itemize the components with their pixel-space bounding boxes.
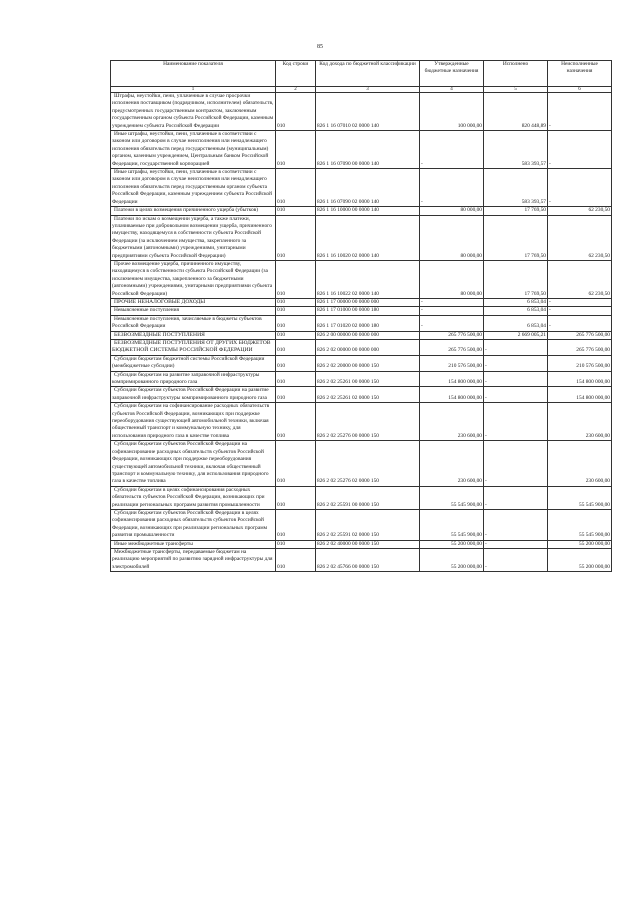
indicator-name: Иные межбюджетные трансферты — [111, 540, 276, 548]
indicator-name: Прочее возмещение ущерба, причиненного имуществу, находящемуся в собственности субъекта Российской Федерации (за исключением имущества, закрепленного за бюджетными (автономными) учреждениями, унитарными предприятиями субъекта Российской Федерации) — [111, 260, 276, 298]
row-code: 010 — [276, 307, 316, 315]
approved-amount: 55 200 000,00 — [420, 540, 484, 548]
executed-amount: - — [484, 540, 548, 548]
row-code: 010 — [276, 403, 316, 441]
unexecuted-amount: 55 545 900,00 — [548, 509, 612, 540]
indicator-name: БЕЗВОЗМЕЗДНЫЕ ПОСТУПЛЕНИЯ ОТ ДРУГИХ БЮДЖЕТОВ БЮДЖЕТНОЙ СИСТЕМЫ РОССИЙСКОЙ ФЕДЕРАЦИИ — [111, 340, 276, 356]
executed-amount: 17 769,50 — [484, 260, 548, 298]
indicator-name: Субсидии бюджетам в целях софинансирования расходных обязательств субъектов Российской Федерации, возникающих при реализации региональных программ развития промышленности — [111, 486, 276, 509]
budget-classification-code: 826 1 17 01020 02 0000 180 — [316, 315, 420, 331]
approved-amount: - — [420, 169, 484, 207]
budget-classification-code: 826 2 02 25276 02 0000 150 — [316, 441, 420, 486]
indicator-name: Платежи в целях возмещения причиненного ущерба (убытков) — [111, 207, 276, 215]
row-code: 010 — [276, 540, 316, 548]
executed-amount: - — [484, 355, 548, 371]
table-row — [111, 315, 612, 331]
approved-amount: 55 200 000,00 — [420, 548, 484, 571]
budget-classification-code: 826 2 02 25276 00 0000 150 — [316, 403, 420, 441]
indicator-name: Штрафы, неустойки, пени, уплаченные в случае просрочки исполнения поставщиком (подрядчиком, исполнителем) обязательств, предусмотренных государственным контрактом, заключенным государственным органом субъекта Российской Федерации, казенным учреждением субъекта Российской Федерации — [111, 93, 276, 131]
executed-amount: - — [484, 403, 548, 441]
column-header-executed: Исполнено — [484, 61, 548, 87]
approved-amount: 154 800 000,00 — [420, 371, 484, 387]
executed-amount: - — [484, 509, 548, 540]
executed-amount: - — [484, 387, 548, 403]
approved-amount: 265 776 500,00 — [420, 340, 484, 356]
indicator-name: Субсидии бюджетам на развитие заправочной инфраструктуры компримированного природного газа — [111, 371, 276, 387]
executed-amount: - — [484, 340, 548, 356]
unexecuted-amount: - — [548, 93, 612, 131]
table-row — [111, 169, 612, 207]
table-row — [111, 387, 612, 403]
indicator-name: Субсидии бюджетам бюджетной системы Российской Федерации (межбюджетные субсидии) — [111, 355, 276, 371]
executed-amount: - — [484, 548, 548, 571]
table-row — [111, 260, 612, 298]
budget-classification-code: 826 1 16 10020 02 0000 140 — [316, 215, 420, 260]
unexecuted-amount: 154 800 000,00 — [548, 387, 612, 403]
approved-amount: 265 776 500,00 — [420, 331, 484, 339]
unexecuted-amount: 55 200 000,00 — [548, 540, 612, 548]
budget-classification-code: 826 1 16 10022 02 0000 140 — [316, 260, 420, 298]
table-row — [111, 540, 612, 548]
unexecuted-amount: 62 230,50 — [548, 207, 612, 215]
column-header-budget-code: Код дохода по бюджетной классификации — [316, 61, 420, 87]
column-number: 4 — [420, 87, 484, 93]
approved-amount: 80 000,00 — [420, 207, 484, 215]
approved-amount: 80 000,00 — [420, 260, 484, 298]
row-code: 010 — [276, 315, 316, 331]
executed-amount: - — [484, 371, 548, 387]
budget-classification-code: 826 1 17 01000 00 0000 180 — [316, 307, 420, 315]
table-row — [111, 509, 612, 540]
table-row — [111, 486, 612, 509]
budget-classification-code: 826 1 17 00000 00 0000 000 — [316, 298, 420, 306]
column-header-approved: Утвержденные бюджетные назначения — [420, 61, 484, 87]
column-number: 6 — [548, 87, 612, 93]
unexecuted-amount: - — [548, 315, 612, 331]
budget-execution-table — [110, 60, 612, 572]
budget-classification-code: 826 1 16 07090 00 0000 140 — [316, 131, 420, 169]
row-code: 010 — [276, 509, 316, 540]
unexecuted-amount: 265 776 500,00 — [548, 331, 612, 339]
executed-amount: - — [484, 486, 548, 509]
executed-amount: 583 393,57 — [484, 169, 548, 207]
executed-amount: 2 669 005,21 — [484, 331, 548, 339]
indicator-name: БЕЗВОЗМЕЗДНЫЕ ПОСТУПЛЕНИЯ — [111, 331, 276, 339]
unexecuted-amount: 265 776 500,00 — [548, 340, 612, 356]
table-row — [111, 131, 612, 169]
approved-amount: 230 600,00 — [420, 441, 484, 486]
budget-classification-code: 826 2 00 00000 00 0000 000 — [316, 331, 420, 339]
budget-classification-code: 826 2 02 25591 00 0000 150 — [316, 486, 420, 509]
table-row — [111, 207, 612, 215]
row-code: 010 — [276, 131, 316, 169]
column-number: 3 — [316, 87, 420, 93]
column-number: 1 — [111, 87, 276, 93]
row-code: 010 — [276, 355, 316, 371]
table-row — [111, 93, 612, 131]
approved-amount: 55 545 900,00 — [420, 509, 484, 540]
approved-amount: - — [420, 315, 484, 331]
table-header-row — [111, 61, 612, 87]
budget-classification-code: 826 2 02 00000 00 0000 000 — [316, 340, 420, 356]
table-row — [111, 298, 612, 306]
unexecuted-amount: - — [548, 307, 612, 315]
unexecuted-amount: 230 600,00 — [548, 441, 612, 486]
budget-classification-code: 826 2 02 40000 00 0000 150 — [316, 540, 420, 548]
approved-amount: 210 576 500,00 — [420, 355, 484, 371]
executed-amount: 17 769,50 — [484, 207, 548, 215]
indicator-name: Невыясненные поступления — [111, 307, 276, 315]
unexecuted-amount: 55 200 000,00 — [548, 548, 612, 571]
column-number: 5 — [484, 87, 548, 93]
approved-amount: 80 000,00 — [420, 215, 484, 260]
executed-amount: 820 448,89 — [484, 93, 548, 131]
row-code: 010 — [276, 298, 316, 306]
budget-classification-code: 826 1 16 10000 00 0000 140 — [316, 207, 420, 215]
row-code: 010 — [276, 215, 316, 260]
unexecuted-amount: 154 800 000,00 — [548, 371, 612, 387]
row-code: 010 — [276, 93, 316, 131]
approved-amount: 230 600,00 — [420, 403, 484, 441]
table-row — [111, 441, 612, 486]
unexecuted-amount: 62 230,50 — [548, 260, 612, 298]
budget-classification-code: 826 1 16 07090 02 0000 140 — [316, 169, 420, 207]
unexecuted-amount: 55 545 900,00 — [548, 486, 612, 509]
indicator-name: Межбюджетные трансферты, передаваемые бюджетам на реализацию мероприятий по развитию зарядной инфраструктуры для электромобилей — [111, 548, 276, 571]
column-number: 2 — [276, 87, 316, 93]
table-row — [111, 371, 612, 387]
table-body — [111, 93, 612, 572]
row-code: 010 — [276, 207, 316, 215]
indicator-name: Субсидии бюджетам на софинансирование расходных обязательств субъектов Российской Федерации, возникающих при поддержке переоборудования существующей автомобильной техники, включая общественный транспорт и коммунальную технику, для использования природного газа в качестве топлива — [111, 403, 276, 441]
page-number: 85 — [317, 44, 323, 50]
budget-classification-code: 826 1 16 07010 02 0000 140 — [316, 93, 420, 131]
indicator-name: ПРОЧИЕ НЕНАЛОГОВЫЕ ДОХОДЫ — [111, 298, 276, 306]
column-header-name: Наименование показателя — [111, 61, 276, 87]
indicator-name: Субсидии бюджетам субъектов Российской Федерации на софинансирование расходных обязательств субъектов Российской Федерации, возникающих при поддержке переоборудования существующей автомобильной техники, включая общественный транспорт и коммунальную технику, для использования природного газа в качестве топлива — [111, 441, 276, 486]
unexecuted-amount: - — [548, 298, 612, 306]
unexecuted-amount: - — [548, 131, 612, 169]
table-row — [111, 340, 612, 356]
approved-amount: - — [420, 131, 484, 169]
row-code: 010 — [276, 387, 316, 403]
executed-amount: 17 769,50 — [484, 215, 548, 260]
unexecuted-amount: - — [548, 169, 612, 207]
row-code: 010 — [276, 486, 316, 509]
row-code: 010 — [276, 548, 316, 571]
executed-amount: 583 393,57 — [484, 131, 548, 169]
approved-amount: 55 545 900,00 — [420, 486, 484, 509]
row-code: 010 — [276, 340, 316, 356]
indicator-name: Субсидии бюджетам субъектов Российской Федерации на развитие заправочной инфраструктуры компримированного природного газа — [111, 387, 276, 403]
row-code: 010 — [276, 169, 316, 207]
budget-classification-code: 826 2 02 25261 02 0000 150 — [316, 387, 420, 403]
row-code: 010 — [276, 260, 316, 298]
row-code: 010 — [276, 331, 316, 339]
table-row — [111, 403, 612, 441]
executed-amount: 6 853,04 — [484, 315, 548, 331]
indicator-name: Иные штрафы, неустойки, пени, уплаченные в соответствии с законом или договором в случае неисполнения или ненадлежащего исполнения обязательств перед государственным (муниципальным) органом, казенным учреждением, Центральным банком Российской Федерации, государственной корпорацией — [111, 131, 276, 169]
unexecuted-amount: 62 230,50 — [548, 215, 612, 260]
approved-amount: - — [420, 298, 484, 306]
executed-amount: - — [484, 441, 548, 486]
budget-classification-code: 826 2 02 20000 00 0000 150 — [316, 355, 420, 371]
indicator-name: Невыясненные поступления, зачисляемые в бюджеты субъектов Российской Федерации — [111, 315, 276, 331]
indicator-name: Платежи по искам о возмещении ущерба, а также платежи, уплачиваемые при добровольном возмещении ущерба, причиненного имуществу, находящемуся в собственности субъекта Российской Федерации (за исключением имущества, закрепленного за бюджетными (автономными) учреждениями, унитарными предприятиями субъекта Российской Федерации) — [111, 215, 276, 260]
approved-amount: - — [420, 307, 484, 315]
row-code: 010 — [276, 441, 316, 486]
column-header-row-code: Код строки — [276, 61, 316, 87]
table-row — [111, 307, 612, 315]
column-header-unexecuted: Неисполненные назначения — [548, 61, 612, 87]
budget-classification-code: 826 2 02 25261 00 0000 150 — [316, 371, 420, 387]
unexecuted-amount: 210 576 500,00 — [548, 355, 612, 371]
unexecuted-amount: 230 600,00 — [548, 403, 612, 441]
table-row — [111, 548, 612, 571]
executed-amount: 6 853,04 — [484, 298, 548, 306]
approved-amount: 100 000,00 — [420, 93, 484, 131]
budget-classification-code: 826 2 02 45766 00 0000 150 — [316, 548, 420, 571]
table-row — [111, 331, 612, 339]
executed-amount: 6 853,04 — [484, 307, 548, 315]
table-row — [111, 215, 612, 260]
table-row — [111, 355, 612, 371]
approved-amount: 154 800 000,00 — [420, 387, 484, 403]
budget-classification-code: 826 2 02 25591 02 0000 150 — [316, 509, 420, 540]
indicator-name: Иные штрафы, неустойки, пени, уплаченные в соответствии с законом или договором в случае неисполнения или ненадлежащего исполнения обязательств перед государственным органом субъекта Российской Федерации, казенным учреждением субъекта Российской Федерации — [111, 169, 276, 207]
row-code: 010 — [276, 371, 316, 387]
indicator-name: Субсидии бюджетам субъектов Российской Федерации в целях софинансирования расходных обязательств субъектов Российской Федерации, возникающих при реализации региональных программ развития промышленности — [111, 509, 276, 540]
